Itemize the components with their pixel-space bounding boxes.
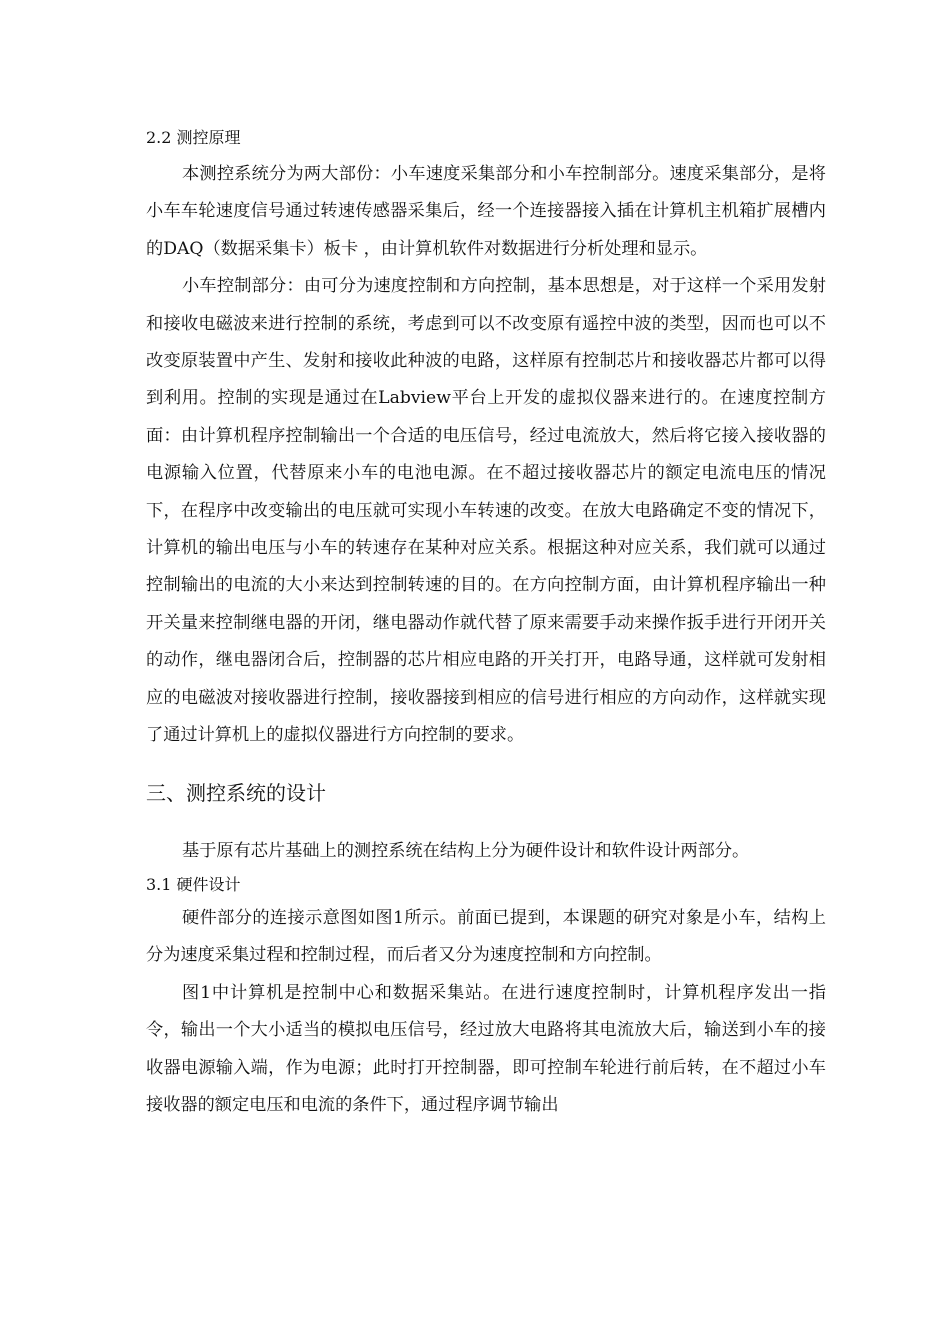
paragraph-figure-1-description: 图1中计算机是控制中心和数据采集站。在进行速度控制时，计算机程序发出一指令，输出一个大小适当的模拟电压信号，经过放大电路将其电流放大后，输送到小车的接收器电源输入端，作为电源；此时打开控制器，即可控制车轮进行前后转，在不超过小车接收器的额定电压和电流的条件下，通过程序调节输出 bbox=[146, 982, 826, 1115]
document-body bbox=[146, 124, 826, 1124]
paragraph-car-control: 小车控制部分：由可分为速度控制和方向控制，基本思想是，对于这样一个采用发射和接收电磁波来进行控制的系统，考虑到可以不改变原有遥控中波的类型，因而也可以不改变原装置中产生、发射和接收此种波的电路，这样原有控制芯片和接收器芯片都可以得到利用。控制的实现是通过在Labview平台上开发的虚拟仪器来进行的。在速度控制方面：由计算机程序控制输出一个合适的电压信号，经过电流放大，然后将它接入接收器的电源输入位置，代替原来小车的电池电源。在不超过接收器芯片的额定电流电压的情况下，在程序中改变输出的电压就可实现小车转速的改变。在放大电路确定不变的情况下，计算机的输出电压与小车的转速存在某种对应关系。根据这种对应关系，我们就可以通过控制输出的电流的大小来达到控制转速的目的。在方向控制方面，由计算机程序输出一种开关量来控制继电器的开闭，继电器动作就代替了原来需要手动来操作扳手进行开闭开关的动作，继电器闭合后，控制器的芯片相应电路的开关打开，电路导通，这样就可发射相应的电磁波对接收器进行控制，接收器接到相应的信号进行相应的方向动作，这样就实现了通过计算机上的虚拟仪器进行方向控制的要求。 bbox=[146, 276, 826, 746]
section-3-title: 三、测控系统的设计 bbox=[146, 780, 326, 805]
section-2-2-heading: 2.2 测控原理 bbox=[146, 128, 241, 147]
paragraph-speed-acquisition: 本测控系统分为两大部份：小车速度采集部分和小车控制部分。速度采集部分，是将小车车轮速度信号通过转速传感器采集后，经一个连接器接入插在计算机主机箱扩展槽内的DAQ（数据采集卡）板卡 ，由计算机软件对数据进行分析处理和显示。 bbox=[146, 164, 826, 259]
paragraph-system-intro: 基于原有芯片基础上的测控系统在结构上分为硬件设计和软件设计两部分。 bbox=[182, 840, 750, 861]
paragraph-hardware-overview: 硬件部分的连接示意图如图1所示。前面已提到，本课题的研究对象是小车，结构上分为速度采集过程和控制过程，而后者又分为速度控制和方向控制。 bbox=[146, 907, 826, 966]
section-3-1-heading: 3.1 硬件设计 bbox=[146, 874, 241, 894]
